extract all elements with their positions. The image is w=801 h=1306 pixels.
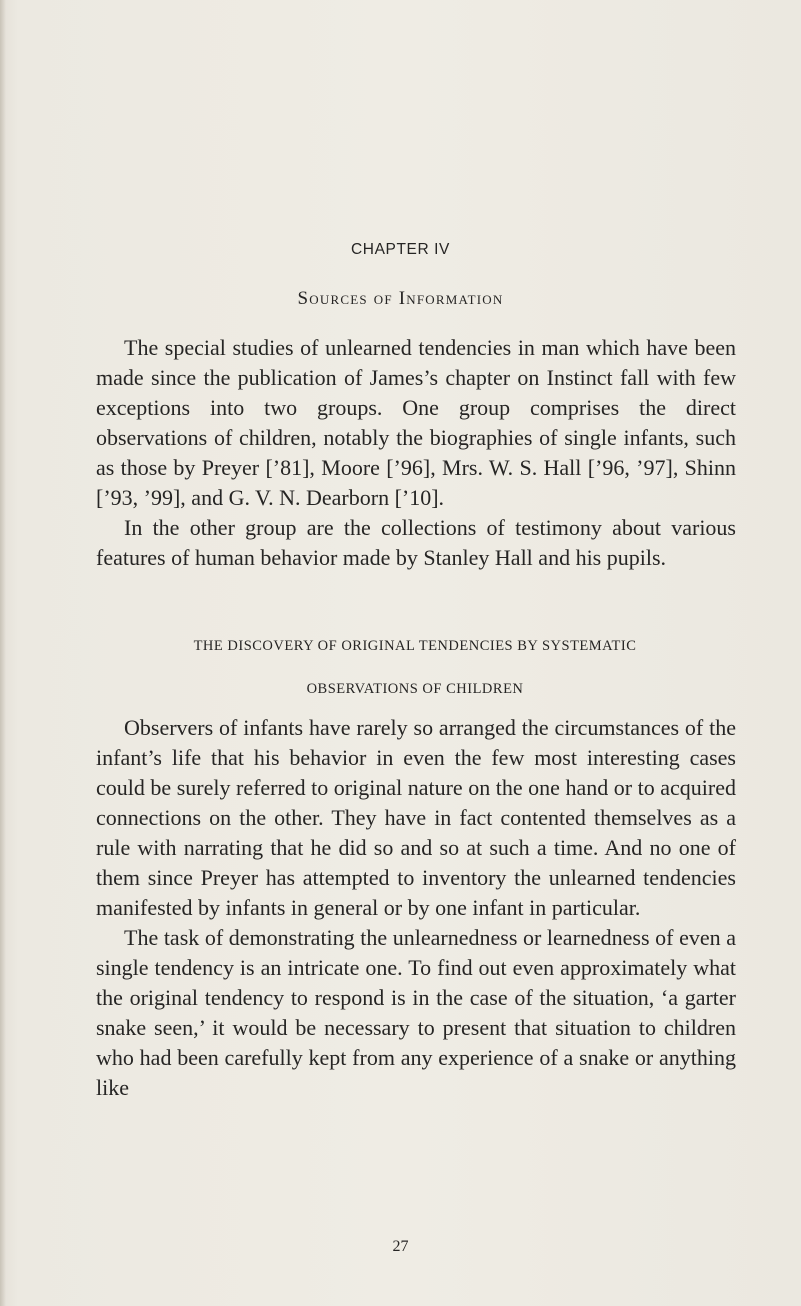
paragraph: Observers of infants have rarely so arranged the circumstances of the infant’s life that his behavior in even the few most interesting cases could be surely referred to original nature on the one hand or to acquired connections on the other. They have in fact contented themselves as a rule with narrating that he did so and so at such a time. And no one of them since Preyer has attempted to inventory the unlearned tendencies manifested by infants in general or by one infant in particular. <box>96 715 736 920</box>
paragraph: The special studies of unlearned tendencies in man which have been made since the publication of James’s chapter on Instinct fall with few exceptions into two groups. One group comprises the direct observations of children, notably the biographies of single infants, such as those by Preyer [’81], Moore [’96], Mrs. W. S. Hall [’96, ’97], Shinn [’93, ’99], and G. V. N. Dearborn [’10]. <box>96 335 736 510</box>
section-heading-continued: OBSERVATIONS OF CHILDREN <box>306 681 524 697</box>
chapter-label: CHAPTER IV <box>350 241 450 258</box>
paragraph: In the other group are the collections of testimony about various features of human behavior made by Stanley Hall and his pupils. <box>96 515 736 570</box>
chapter-title: Sources of Information <box>297 288 504 309</box>
binding-shadow <box>0 0 6 1306</box>
page-number: 27 <box>392 1238 409 1255</box>
intro-text-block <box>96 333 736 573</box>
paragraph: The task of demonstrating the unlearnedness or learnedness of even a single tendency is an intricate one. To find out even approximately what the original tendency to respond is in the case of the situation, ‘a garter snake seen,’ it would be necessary to present that situation to children who had been carefully kept from any experience of a snake or anything like <box>96 925 736 1100</box>
section-heading: THE DISCOVERY OF ORIGINAL TENDENCIES BY SYSTEMATIC <box>193 638 637 654</box>
section-text-block <box>96 713 736 1103</box>
